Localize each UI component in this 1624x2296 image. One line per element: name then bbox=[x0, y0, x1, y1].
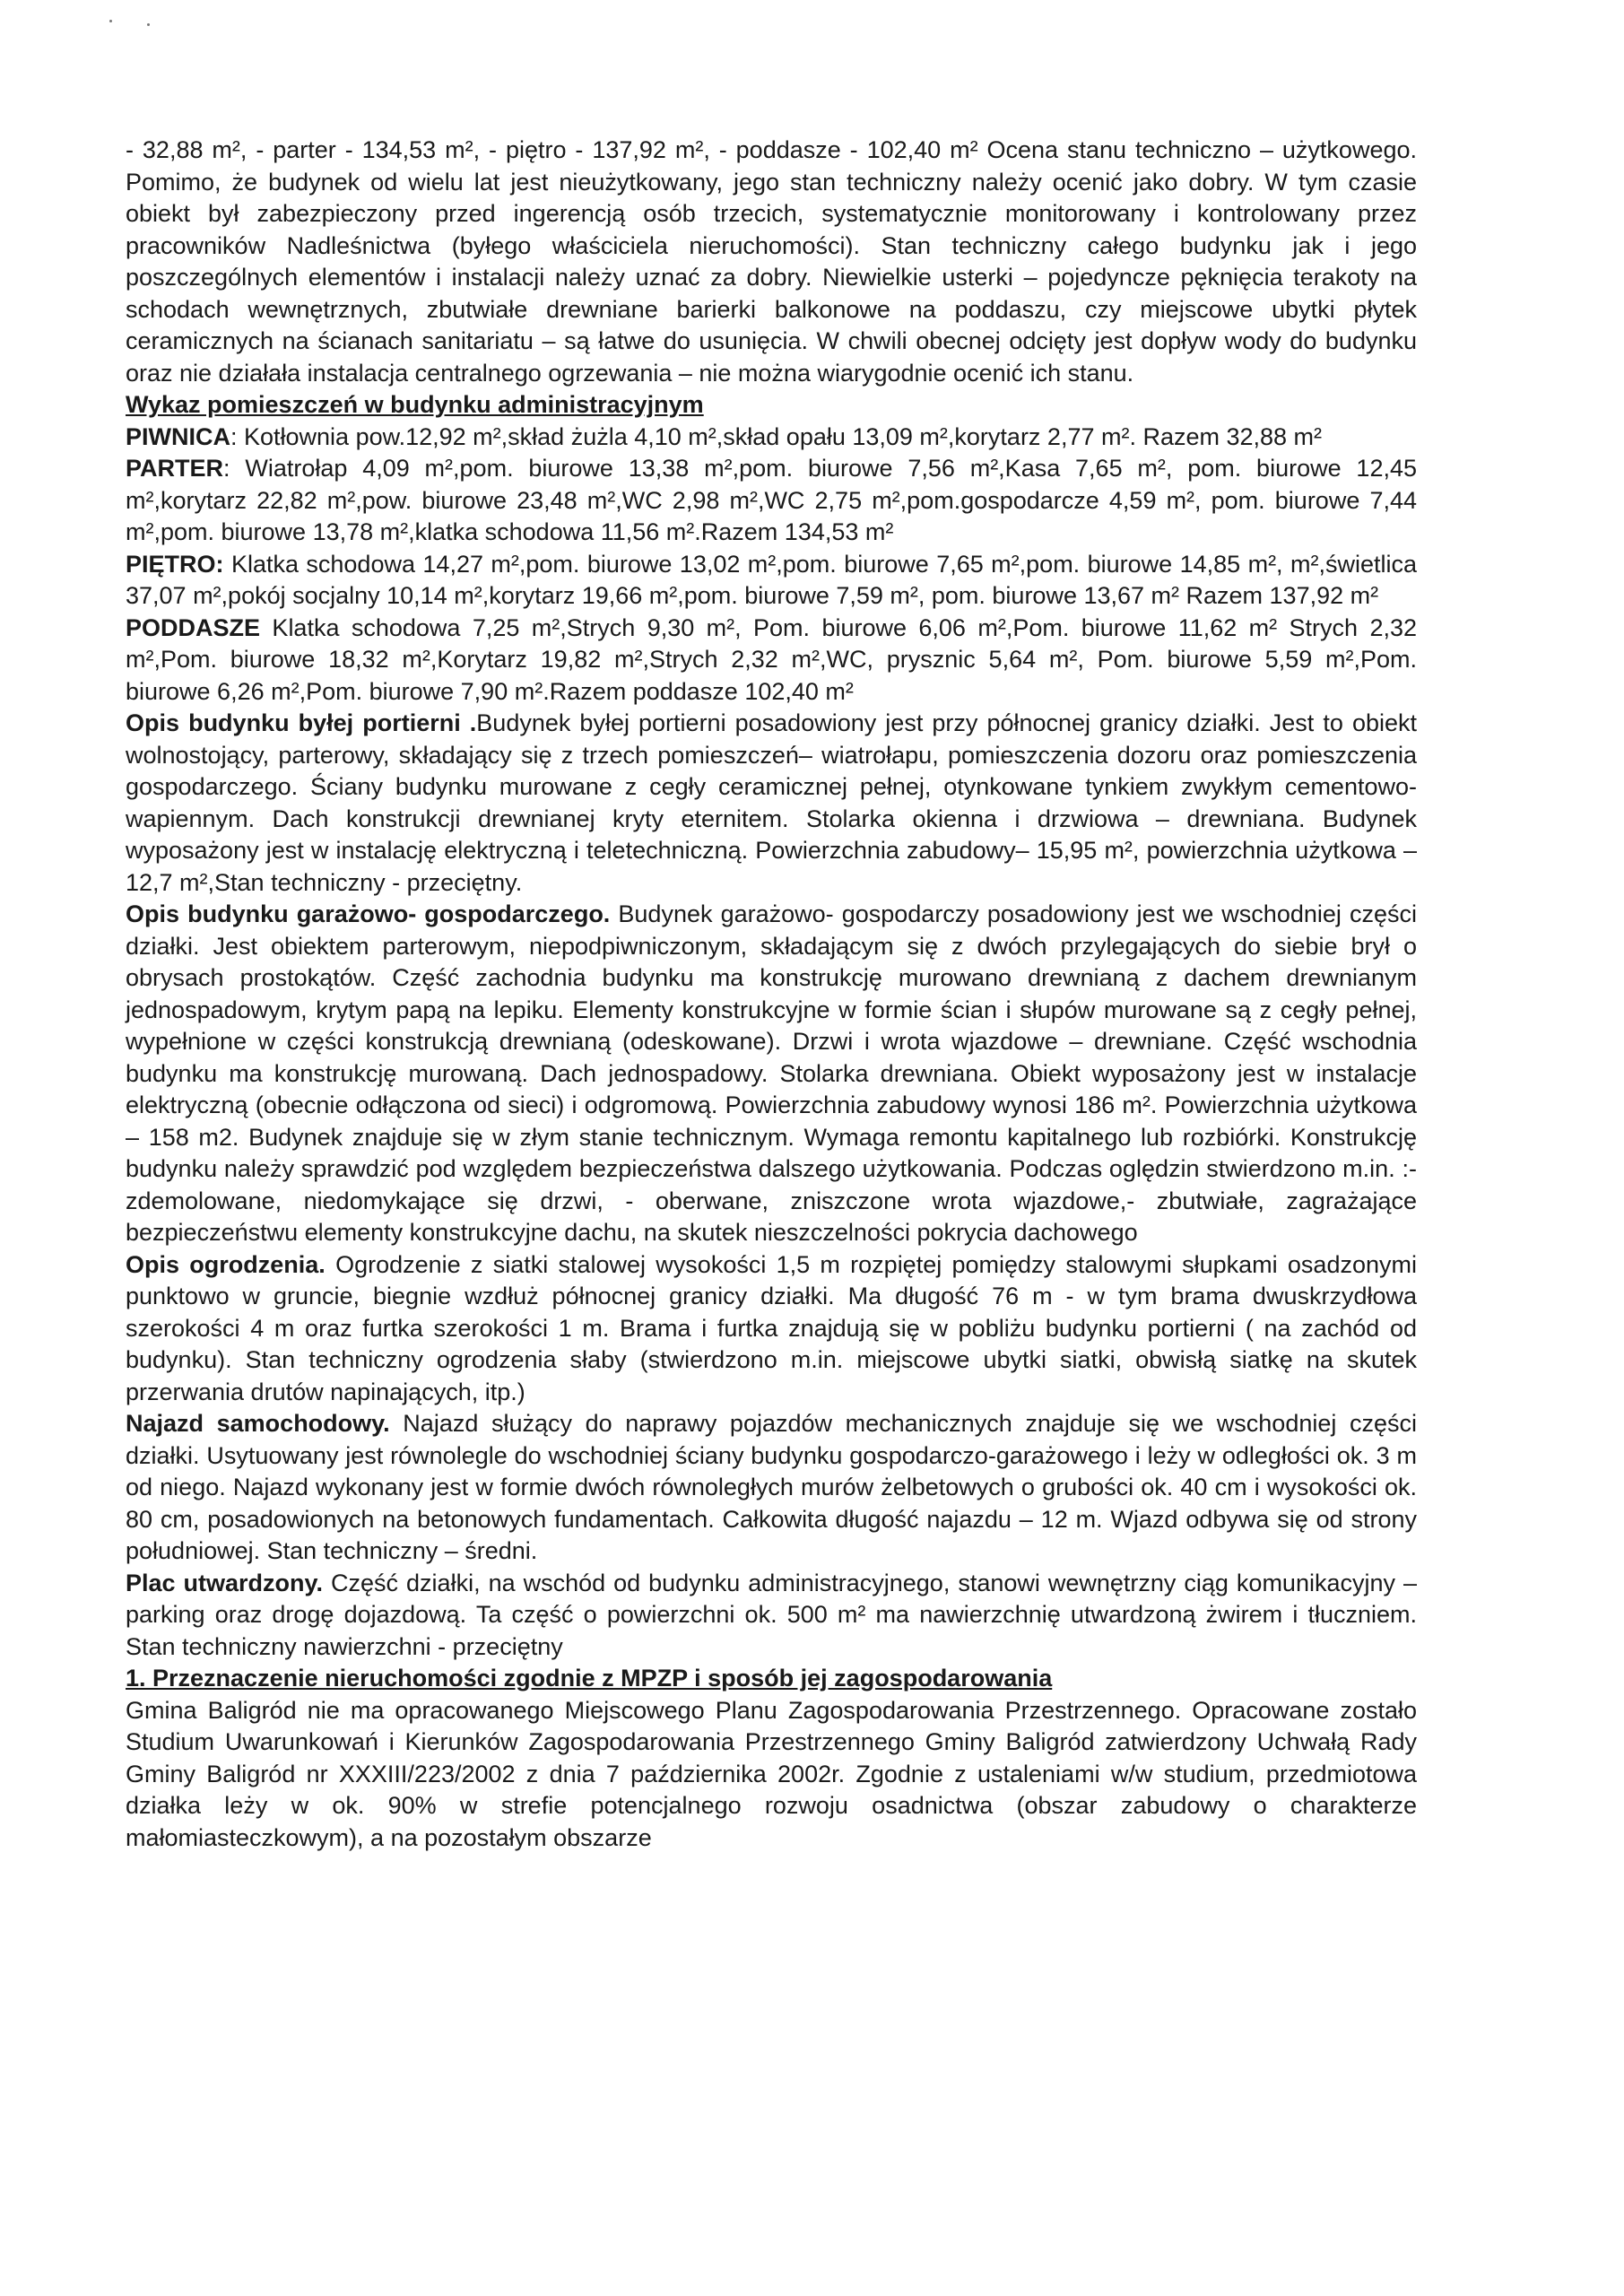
ogrodzenie-label: Opis ogrodzenia. bbox=[126, 1250, 326, 1278]
parter-text: : Wiatrołap 4,09 m²,pom. biurowe 13,38 m²,pom. biurowe 7,56 m²,Kasa 7,65 m², pom. biurowe 12,45 m²,korytarz 22,82 m²,pow. biurowe 23,48 m²,WC 2,98 m²,WC 2,75 m²,pom.gospodarcze 4,59 m², pom. biurowe 7,44 m²,pom. biurowe 13,78 m²,klatka schodowa 11,56 m².Razem 134,53 m² bbox=[126, 455, 1417, 545]
scan-speck bbox=[109, 20, 112, 22]
piwnica-label: PIWNICA bbox=[126, 422, 230, 450]
pietro-paragraph bbox=[126, 549, 1417, 613]
section1-heading: 1. Przeznaczenie nieruchomości zgodnie z MPZP i sposób jej zagospodarowania bbox=[126, 1665, 1053, 1692]
ogrodzenie-text: Ogrodzenie z siatki stalowej wysokości 1,5 m rozpiętej pomiędzy stalowymi słupkami osadzonymi punktowo w gruncie, biegnie wzdłuż północnej granicy działki. Ma długość 76 m - w tym brama dwuskrzydłowa szerokości 4 m oraz furtka szerokości 1 m. Brama i furtka znajdują się w pobliżu budynku portierni ( na zachód od budynku). Stan techniczny ogrodzenia słaby (stwierdzono m.in. miejscowe ubytki siatki, obwisłą siatkę na skutek przerwania drutów napinających, itp.) bbox=[126, 1250, 1417, 1405]
najazd-text: Najazd służący do naprawy pojazdów mechanicznych znajduje się we wschodniej części działki. Usytuowany jest równolegle do wschodniej ściany budynku gospodarczo-garażowego i leży w odległości ok. 3 m od niego. Najazd wykonany jest w formie dwóch równoległych murów żelbetowych o grubości ok. 40 cm i wysokości ok. 80 cm, posadowionych na betonowych fundamentach. Całkowita długość najazdu – 12 m. Wjazd odbywa się od strony południowej. Stan techniczny – średni. bbox=[126, 1410, 1418, 1564]
plac-paragraph bbox=[126, 1568, 1417, 1664]
poddasze-label: PODDASZE bbox=[126, 613, 261, 641]
scan-specks bbox=[108, 18, 161, 27]
plac-text: Część działki, na wschód od budynku administracyjnego, stanowi wewnętrzny ciąg komunikacyjny – parking oraz drogę dojazdową. Ta część o powierzchni ok. 500 m² ma nawierzchnię utwardzoną żwirem i tłuczniem. Stan techniczny nawierzchni - przeciętny bbox=[126, 1569, 1417, 1660]
garaz-text: Budynek garażowo- gospodarczy posadowiony jest we wschodniej części działki. Jest obiektem parterowym, niepodpiwniczonym, składającym się z dwóch przylegających do siebie brył o obrysach prostokątów. Część zachodnia budynku ma konstrukcję murowano drewnianą z dachem drewnianym jednospadowym, krytym papą na lepiku. Elementy konstrukcyjne w formie ścian i słupów murowane są z cegły pełnej, wypełnione w części konstrukcją drewnianą (odeskowane). Drzwi i wrota wjazdowe – drewniane. Część wschodnia budynku ma konstrukcję murowaną. Dach jednospadowy. Stolarka drewniana. Obiekt wyposażony jest w instalacje elektryczną (obecnie odłączona od sieci) i odgromową. Powierzchnia zabudowy wynosi 186 m². Powierzchnia użytkowa – 158 m2. Budynek znajduje się w złym stanie technicznym. Wymaga remontu kapitalnego lub rozbiórki. Konstrukcję budynku należy sprawdzić pod względem bezpieczeństwa dalszego użytkowania. Podczas oględzin stwierdzono m.in. :- zdemolowane, niedomykające się drzwi, - oberwane, zniszczone wrota wjazdowe,- zbutwiałe, zagrażające bezpieczeństwu elementy konstrukcyjne dachu, na skutek nieszczelności pokrycia dachowego bbox=[126, 900, 1417, 1246]
section1-paragraph: Gmina Baligród nie ma opracowanego Miejscowego Planu Zagospodarowania Przestrzennego. Opracowane zostało Studium Uwarunkowań i Kierunków Zagospodarowania Przestrzennego Gminy Baligród zatwierdzony Uchwałą Rady Gminy Baligród nr XXXIII/223/2002 z dnia 7 października 2002r. Zgodnie z ustaleniami w/w studium, przedmiotowa działka leży w ok. 90% w strefie potencjalnego rozwoju osadnictwa (obszar zabudowy o charakterze małomiasteczkowym), a na pozostałym obszarze bbox=[126, 1696, 1417, 1851]
piwnica-text: : Kotłownia pow.12,92 m²,skład żużla 4,10 m²,skład opału 13,09 m²,korytarz 2,77 m². Razem 32,88 m² bbox=[230, 422, 1323, 450]
parter-label: PARTER bbox=[126, 455, 224, 482]
pietro-label: PIĘTRO: bbox=[126, 550, 224, 578]
pietro-text: Klatka schodowa 14,27 m²,pom. biurowe 13,02 m²,pom. biurowe 7,65 m²,pom. biurowe 14,85 m², m²,świetlica 37,07 m²,pokój socjalny 10,14 m²,korytarz 19,66 m²,pom. biurowe 7,59 m², pom. biurowe 13,67 m² Razem 137,92 m² bbox=[126, 550, 1417, 609]
najazd-paragraph bbox=[126, 1408, 1417, 1568]
portiernia-paragraph bbox=[126, 708, 1417, 899]
ogrodzenie-paragraph bbox=[126, 1249, 1417, 1409]
garaz-label: Opis budynku garażowo- gospodarczego. bbox=[126, 900, 611, 927]
garaz-paragraph bbox=[126, 899, 1417, 1249]
portiernia-text: Budynek byłej portierni posadowiony jest przy północnej granicy działki. Jest to obiekt wolnostojący, parterowy, składający się z trzech pomieszczeń– wiatrołapu, pomieszczenia dozoru oraz pomieszczenia gospodarczego. Ściany budynku murowane z cegły ceramicznej pełnej, otynkowane tynkiem zwykłym cementowo-wapiennym. Dach konstrukcji drewnianej kryty eternitem. Stolarka okienna i drzwiowa – drewniana. Budynek wyposażony jest w instalację elektryczną i teletechniczną. Powierzchnia zabudowy– 15,95 m², powierzchnia użytkowa –12,7 m²,Stan techniczny - przeciętny. bbox=[126, 709, 1418, 896]
intro-paragraph: - 32,88 m², - parter - 134,53 m², - piętro - 137,92 m², - poddasze - 102,40 m² Ocena stanu techniczno – użytkowego. Pomimo, że budynek od wielu lat jest nieużytkowany, jego stan techniczny należy ocenić jako dobry. W tym czasie obiekt był zabezpieczony przed ingerencją osób trzecich, systematycznie monitorowany i kontrolowany przez pracowników Nadleśnictwa (byłego właściciela nieruchomości). Stan techniczny całego budynku jak i jego poszczególnych elementów i instalacji należy uznać za dobry. Niewielkie usterki – pojedyncze pęknięcia terakoty na schodach wewnętrznych, zbutwiałe drewniane barierki balkonowe na poddaszu, czy miejscowe ubytki płytek ceramicznych na ścianach sanitariatu – są łatwe do usunięcia. W chwili obecnej odcięty jest dopływ wody do budynku oraz nie działała instalacja centralnego ogrzewania – nie można wiarygodnie ocenić ich stanu. bbox=[126, 136, 1417, 387]
piwnica-paragraph bbox=[126, 422, 1417, 454]
document-page bbox=[126, 135, 1417, 1854]
parter-paragraph bbox=[126, 453, 1417, 549]
rooms-heading: Wykaz pomieszczeń w budynku administracyjnym bbox=[126, 391, 704, 418]
scan-speck bbox=[147, 23, 150, 26]
najazd-label: Najazd samochodowy. bbox=[126, 1410, 390, 1437]
poddasze-paragraph bbox=[126, 613, 1417, 709]
plac-label: Plac utwardzony. bbox=[126, 1569, 324, 1596]
poddasze-text: Klatka schodowa 7,25 m²,Strych 9,30 m², Pom. biurowe 6,06 m²,Pom. biurowe 11,62 m² Strych 2,32 m²,Pom. biurowe 18,32 m²,Korytarz 19,82 m²,Strych 2,32 m²,WC, prysznic 5,64 m², Pom. biurowe 5,59 m²,Pom. biurowe 6,26 m²,Pom. biurowe 7,90 m².Razem poddasze 102,40 m² bbox=[126, 613, 1417, 705]
portiernia-label: Opis budynku byłej portierni . bbox=[126, 709, 477, 736]
